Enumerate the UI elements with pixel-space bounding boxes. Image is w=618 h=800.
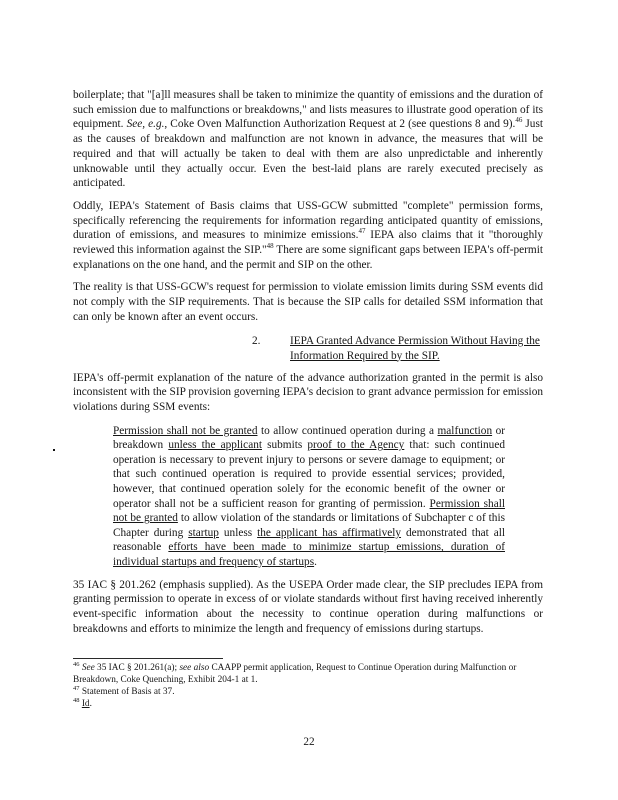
text-run: Oddly, IEPA's Statement of Basis claims that USS-GCW submitted "complete" permission forms, specifically referencing the requirements for information regarding anticipated quantity of emissions, duration of emissions, and measures to minimize emissions. <box>73 199 543 242</box>
text-run: proof to the Agency <box>307 439 405 452</box>
footnote-text <box>82 687 175 697</box>
text-run: Permission shall not be granted <box>113 497 505 525</box>
footnote-number: 48 <box>73 696 80 704</box>
text-run: the applicant has affirmatively <box>257 526 402 539</box>
text-run: IEPA's off-permit explanation of the nature of the advance authorization granted in the permit is also inconsistent with the SIP provision governing IEPA's decision to grant advance permission for emission violations during SSM events: <box>73 371 543 413</box>
text-run: , Coke Oven Malfunction Authorization Request at 2 (see questions 8 and 9). <box>164 118 516 131</box>
text-run: See <box>81 663 95 674</box>
footnote-number: 47 <box>73 684 80 692</box>
paragraph-statement-of-basis <box>73 199 543 273</box>
text-run: that: such continued operation is necessary to prevent injury to persons or severe damage to equipment; or that such continued operation is required to provide essential services; provided, however, that continued operation solely for the economic benefit of the owner or operator shall not be a sufficient reason for granting of permission. <box>113 439 505 510</box>
text-run: 35 IAC § 201.261(a); <box>94 663 180 674</box>
footnote-47 <box>73 684 543 699</box>
text-run: Statement of Basis at 37. <box>81 687 175 697</box>
text-run: . <box>89 698 92 709</box>
text-run: Just as the causes of breakdown and malfunction are not known in advance, the measures that will be required and that will actually be taken to deal with them are also unpredictable and inherently unknowable until they actually occur. Even the best-laid plans are rarely executed precisely as anticipated. <box>73 118 543 190</box>
text-run: see also <box>179 663 210 674</box>
text-run: IEPA also claims that it "thoroughly reviewed this information against the SIP." <box>73 229 544 257</box>
document-body <box>73 88 543 711</box>
scan-artifact-dot <box>53 449 55 451</box>
footnote-text <box>82 699 92 709</box>
paragraph-reality <box>73 280 543 324</box>
page-number: 22 <box>303 736 315 748</box>
text-run: boilerplate; that "[a]ll measures shall be taken to minimize the quantity of emissions and the duration of such emission due to malfunctions or breakdowns," and lists measures to illustrate good operation of its equipment. <box>73 89 543 131</box>
section-heading <box>252 334 543 364</box>
footnote-separator <box>73 658 223 659</box>
text-run: efforts have been made to minimize startup emissions, duration of individual startups and frequency of startups <box>113 541 505 568</box>
paragraph-citation <box>73 578 543 637</box>
text-run: There are some significant gaps between IEPA's off-permit explanations on the one hand, and the permit and SIP on the other. <box>73 244 543 271</box>
text-run: or breakdown <box>113 424 505 452</box>
footnote-ref: 46 <box>515 116 523 125</box>
text-run: to allow continued operation during a <box>257 424 438 437</box>
text-run: See, e.g. <box>126 118 165 131</box>
text-run: 35 IAC § 201.262 (emphasis supplied). As the USEPA Order made clear, the SIP precludes IEPA from granting permission to operate in excess of or violate standards without first having received inherently event-specific information about the necessity to continue operation during malfunctions or breakdowns and efforts to minimize the length and frequency of emissions during startups. <box>73 578 543 635</box>
footnotes-section <box>73 663 543 710</box>
text-run: to allow violation of the standards or limitations of Subchapter c of this Chapter during <box>113 512 505 539</box>
footnote-text <box>73 663 516 685</box>
text-run: submits <box>262 439 308 452</box>
text-run: Permission shall not be granted <box>113 424 258 437</box>
text-run: demonstrated that all reasonable <box>113 526 506 554</box>
text-run: unless <box>218 526 258 539</box>
text-run: Id <box>81 698 90 709</box>
block-quote <box>113 424 505 570</box>
footnote-46 <box>73 663 543 687</box>
text-run: startup <box>188 526 219 539</box>
text-run: unless the applicant <box>168 439 262 452</box>
paragraph-off-permit <box>73 371 543 415</box>
text-run: . <box>314 556 317 568</box>
section-heading-text <box>290 334 543 364</box>
text-run: IEPA Granted Advance Permission Without Having the Information Required by the SIP. <box>290 334 540 362</box>
footnote-ref: 48 <box>266 242 274 251</box>
footnote-number: 46 <box>73 661 80 669</box>
text-run: The reality is that USS-GCW's request for permission to violate emission limits during SSM events did not comply with the SIP requirements. That is because the SIP calls for detailed SSM information that can only be known after an event occurs. <box>73 281 543 323</box>
section-heading-number: 2. <box>252 334 261 347</box>
footnote-ref: 47 <box>358 227 366 236</box>
text-run: malfunction <box>437 424 493 437</box>
paragraph-boilerplate <box>73 88 543 191</box>
footnote-48 <box>73 696 543 711</box>
text-run: CAAPP permit application, Request to Continue Operation during Malfunction or Breakdown, Coke Quenching, Exhibit 204-1 at 1. <box>73 663 517 686</box>
